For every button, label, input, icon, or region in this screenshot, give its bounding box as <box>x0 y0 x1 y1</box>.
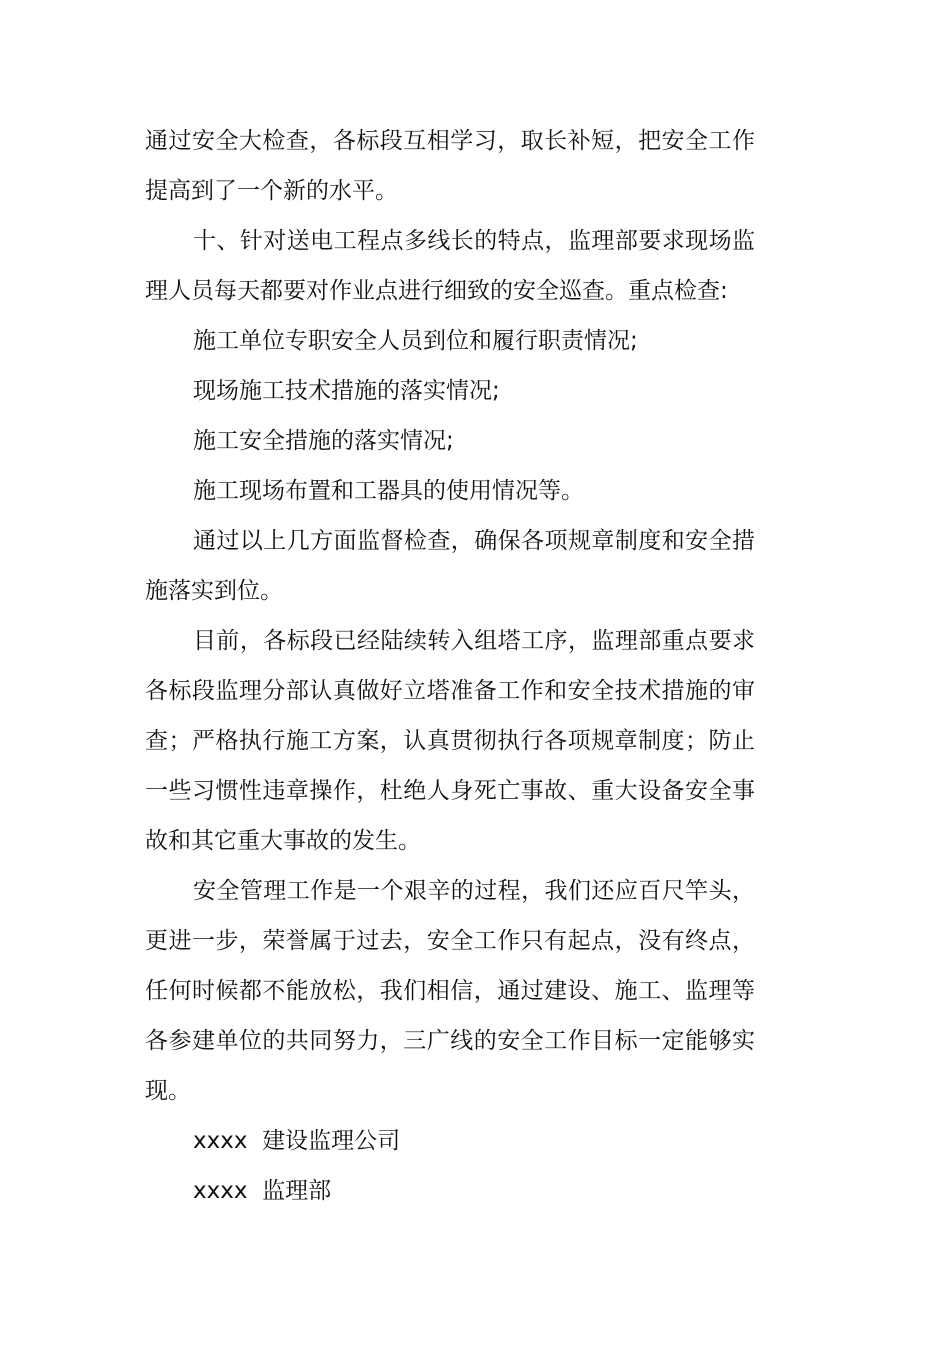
paragraph-1: 通过安全大检查，各标段互相学习，取长补短，把安全工作提高到了一个新的水平。 <box>145 128 755 204</box>
paragraph-5: 施工安全措施的落实情况; <box>193 428 454 454</box>
signature-company: xxxx 建设监理公司 <box>193 1128 401 1154</box>
signature-department: xxxx 监理部 <box>193 1178 332 1204</box>
paragraph-7: 通过以上几方面监督检查，确保各项规章制度和安全措施落实到位。 <box>145 528 755 604</box>
paragraph-8: 目前，各标段已经陆续转入组塔工序，监理部重点要求各标段监理分部认真做好立塔准备工作和安全技术措施的审查；严格执行施工方案，认真贯彻执行各项规章制度；防止一些习惯性违章操作，杜绝人身死亡事故、重大设备安全事故和其它重大事故的发生。 <box>145 628 755 854</box>
paragraph-6: 施工现场布置和工器具的使用情况等。 <box>193 478 584 504</box>
paragraph-4: 现场施工技术措施的落实情况; <box>193 378 500 404</box>
document-body <box>145 116 755 1216</box>
paragraph-9: 安全管理工作是一个艰辛的过程，我们还应百尺竿头，更进一步，荣誉属于过去，安全工作只有起点，没有终点，任何时候都不能放松，我们相信，通过建设、施工、监理等各参建单位的共同努力，三广线的安全工作目标一定能够实现。 <box>145 878 755 1104</box>
paragraph-3: 施工单位专职安全人员到位和履行职责情况; <box>193 328 638 354</box>
paragraph-2: 十、针对送电工程点多线长的特点，监理部要求现场监理人员每天都要对作业点进行细致的安全巡查。重点检查: <box>145 228 755 304</box>
